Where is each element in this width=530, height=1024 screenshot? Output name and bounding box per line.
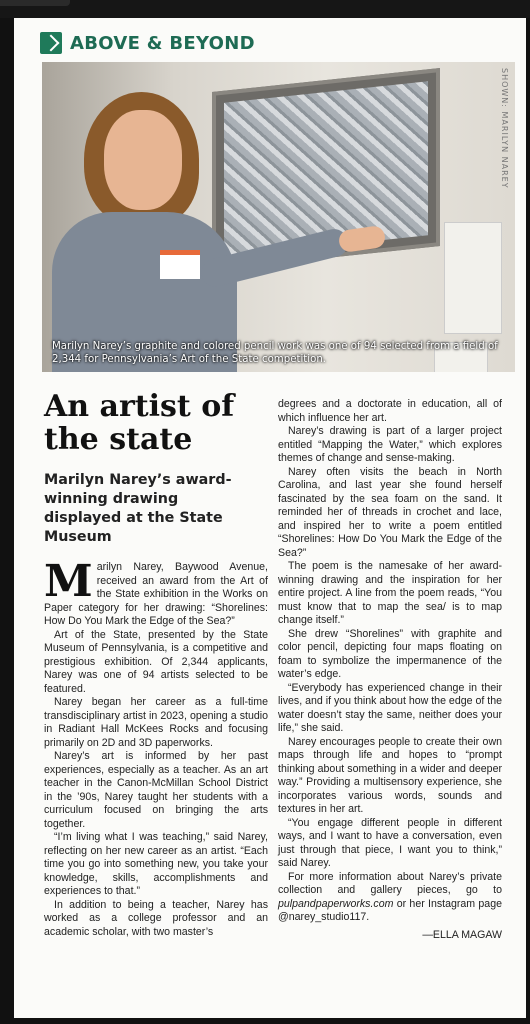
article-headline: An artist of the state: [44, 389, 235, 457]
paragraph: Narey’s drawing is part of a larger project entitled “Mapping the Water,” which explores themes of change and sense-making.: [278, 425, 502, 464]
paragraph: “You engage different people in different ways, and I want to have a conversation, even just through that piece, I want you to think,” said Narey.: [278, 816, 502, 869]
article-column-1: [44, 556, 268, 939]
article-column-2: [278, 398, 502, 942]
paragraph: “Everybody has experienced change in their lives, and if you think about how the edge of the water doesn’t stay the same, neither does your life,” she said.: [278, 681, 502, 734]
closing-text-end: or her Instagram page @narey_studio117.: [278, 897, 502, 923]
artist-figure: [52, 82, 212, 372]
paragraph: In addition to being a teacher, Narey has worked as a college professor and an academic scholar, with two master’s: [44, 898, 268, 938]
artist-face: [104, 110, 182, 210]
paragraph: The poem is the namesake of her award-winning drawing and the inspiration for her entire project. A line from the poem reads, “You must know that to map the sea/ is to map change itself.”: [278, 560, 502, 626]
section-label: ABOVE & BEYOND: [70, 32, 255, 54]
byline: —ELLA MAGAW: [422, 928, 502, 941]
paragraph: Narey’s art is informed by her past experiences, especially as a teacher. As an art teacher in the Canon-McMillan School District in the ’90s, Narey taught her students with a curriculum focused on bringing the arts together.: [44, 750, 268, 830]
status-bar: [0, 0, 530, 18]
paragraph: “I’m living what I was teaching,” said Narey, reflecting on her new career as an artist. “Each time you go into something new, you take your knowledge, skills, accomplishments and experiences to that.”: [44, 831, 268, 897]
status-bar-indicator: [0, 0, 70, 6]
article-deck: Marilyn Narey’s award-winning drawing displayed at the State Museum: [44, 472, 232, 545]
wall-label: [444, 222, 502, 334]
photo-credit: SHOWN: MARILYN NAREY: [500, 68, 509, 189]
paragraph: [44, 556, 268, 629]
paragraph: She drew “Shorelines” with graphite and color pencil, depicting four maps floating on foam to symbolize the impermanence of the water’s edge.: [278, 627, 502, 680]
feature-photo: [42, 62, 515, 372]
magazine-page: [14, 18, 526, 1018]
closing-text: For more information about Narey’s private collection and gallery pieces, go to: [278, 870, 502, 896]
paragraph: degrees and a doctorate in education, all of which influence her art.: [278, 398, 502, 424]
closing-paragraph: [278, 871, 502, 925]
photo-caption: Marilyn Narey’s graphite and colored pencil work was one of 94 selected from a field of 2,344 for Pennsylvania’s Art of the State competition.: [52, 341, 498, 365]
paragraph-text: arilyn Narey, Baywood Avenue, received an award from the Art of the State exhibition in the Works on Paper category for her drawing: “Shorelines: How Do You Mark the Edge of the Sea?”: [44, 561, 268, 627]
section-header: [40, 28, 255, 58]
paragraph: Narey often visits the beach in North Carolina, and last year she found herself fascinated by the sea foam on the sand. It reminded her of threads in crochet and lace, and inspired her to write a poem entitled “Shorelines: How Do You Mark the Edge of the Sea?”: [278, 465, 502, 559]
paragraph: Narey began her career as a full-time transdisciplinary artist in 2023, opening a studio in Radiant Hall McKees Rocks and focusing primarily on 2D and 3D paperworks.: [44, 696, 268, 749]
name-badge: [160, 250, 200, 279]
website-link[interactable]: pulpandpaperworks.com: [278, 897, 394, 910]
paragraph: Narey encourages people to create their own maps through life and hopes to “prompt thinking about something in a wider and deeper way.” Providing a multisensory experience, she incorporates various words, sounds and textures in her art.: [278, 735, 502, 815]
drop-cap: M: [44, 556, 93, 607]
paragraph: Art of the State, presented by the State Museum of Pennsylvania, is a competitive and prestigious exhibition. Of 2,344 applicants, Narey was one of 94 artists selected to be featured.: [44, 628, 268, 695]
section-logo-icon: [40, 32, 62, 54]
